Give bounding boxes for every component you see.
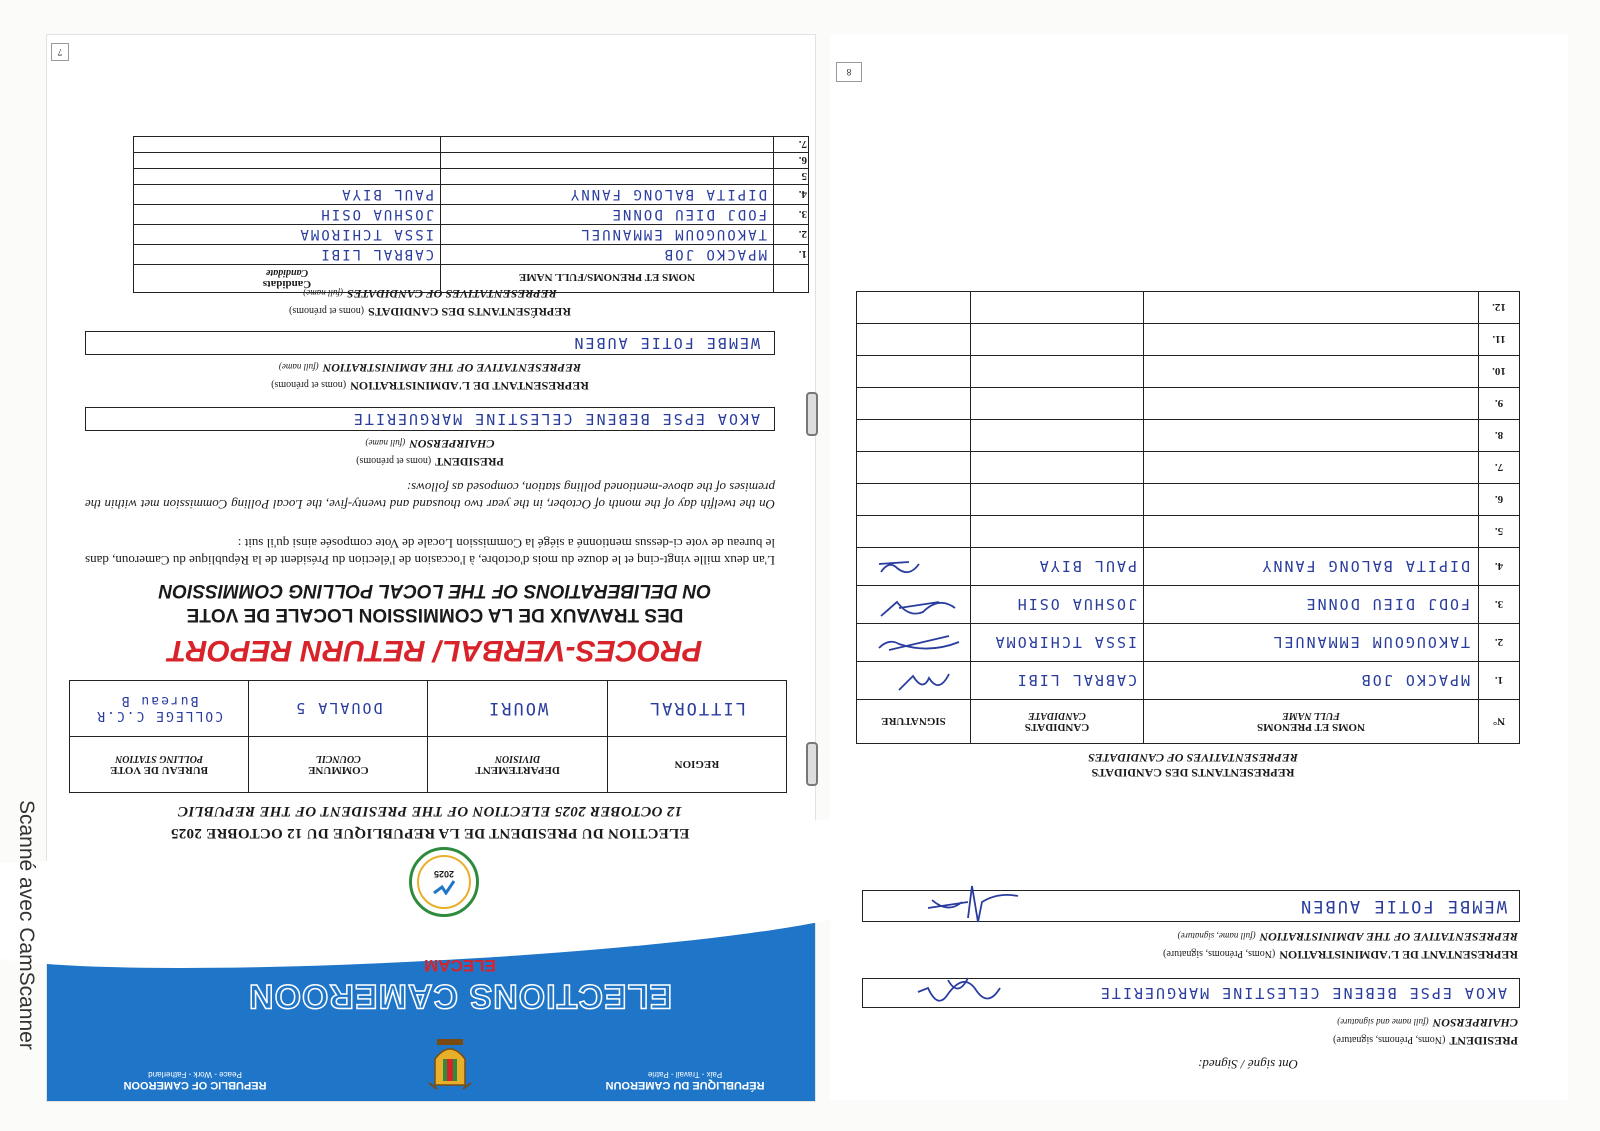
- coat-of-arms-icon: [425, 1031, 475, 1093]
- table-row: [134, 205, 809, 225]
- rep-name: [1144, 484, 1479, 516]
- right-candidate-reps-label: REPRESENTANTS DES CANDIDATS REPRESENTATIVES OF CANDIDATES: [1088, 751, 1298, 780]
- rep-signature: [857, 420, 971, 452]
- col-number-header: [774, 265, 809, 293]
- table-row: [134, 225, 809, 245]
- rep-candidate: PAUL BIYA: [971, 548, 1144, 586]
- rep-name: [441, 169, 774, 185]
- rep-signature: [857, 292, 971, 324]
- seal-year: 2025: [433, 869, 455, 879]
- rep-candidate: [971, 356, 1144, 388]
- row-number: 8.: [1479, 420, 1520, 452]
- report-title: PROCES-VERBAL/ RETURN REPORT: [167, 634, 703, 667]
- rep-name: DIPITA BALONG FANNY: [441, 185, 774, 205]
- election-title-en: 12 OCTOBER 2025 ELECTION OF THE PRESIDENT OF THE REPUBLIC: [177, 803, 683, 819]
- rep-name: [1144, 516, 1479, 548]
- president-field: AKOA EPSE BEBENE CELESTINE MARGUERITE: [85, 407, 775, 431]
- rep-signature: [857, 324, 971, 356]
- admin-rep-field: WEMBE FOTIE AUBEN: [85, 331, 775, 355]
- row-number: 6.: [1479, 484, 1520, 516]
- rep-name: [1144, 292, 1479, 324]
- col-signature-header: SIGNATURE: [857, 700, 971, 744]
- table-row: [857, 420, 1520, 452]
- row-number: 1.: [1479, 662, 1520, 700]
- table-row: [857, 324, 1520, 356]
- row-number: 5: [774, 169, 809, 185]
- table-row: [857, 484, 1520, 516]
- row-number: 12.: [1479, 292, 1520, 324]
- rep-candidate: [971, 516, 1144, 548]
- row-number: 5.: [1479, 516, 1520, 548]
- row-number: 9.: [1479, 388, 1520, 420]
- row-number: 4.: [1479, 548, 1520, 586]
- row-number: 2.: [774, 225, 809, 245]
- table-header-row: [134, 265, 809, 293]
- table-row: [857, 292, 1520, 324]
- row-number: 10.: [1479, 356, 1520, 388]
- rep-signature: [857, 662, 971, 700]
- report-subtitle-en: ON DELIBERATIONS OF THE LOCAL POLLING COMMISSION: [158, 580, 712, 601]
- right-page: [830, 34, 1568, 1100]
- rep-signature: [857, 452, 971, 484]
- rep-signature: [857, 548, 971, 586]
- rep-candidate: ISSA TCHIROMA: [134, 225, 441, 245]
- rep-candidate: [971, 388, 1144, 420]
- row-number: 1.: [774, 245, 809, 265]
- table-row: [857, 516, 1520, 548]
- table-row: [134, 137, 809, 153]
- rep-name: [1144, 388, 1479, 420]
- table-row: [134, 185, 809, 205]
- signed-label: Ont signé / Signed:: [1197, 1057, 1298, 1072]
- elecam-seal-icon: [409, 847, 479, 917]
- rep-signature: [857, 516, 971, 548]
- left-page-marker: 7: [51, 43, 69, 61]
- rep-name: TAKOUGOUM EMMANUEL: [441, 225, 774, 245]
- scanner-watermark: Scanné avec CamScanner: [15, 800, 38, 1050]
- rep-name: MPACKO JOB: [441, 245, 774, 265]
- row-number: 2.: [1479, 624, 1520, 662]
- rep-name: [441, 153, 774, 169]
- col-number-header: N°: [1479, 700, 1520, 744]
- rep-name: FODJ DIEU DONNE: [1144, 586, 1479, 624]
- table-row: [134, 245, 809, 265]
- table-row: [857, 586, 1520, 624]
- table-row: [857, 356, 1520, 388]
- rep-signature: [857, 356, 971, 388]
- rep-candidate: CABRAL LIBI: [134, 245, 441, 265]
- location-table: [69, 680, 787, 793]
- intro-paragraph-fr: L'an deux mille vingt-cinq et le douze du mois d'octobre, à l'occasion de l'élection du Président de la République du Cameroun, dans le bureau de vote ci-dessus mentionné a siégé la Commission Locale de Vote composée ainsi qu'il suit :: [85, 536, 775, 568]
- binding-ring: [806, 392, 818, 436]
- row-number: 4.: [774, 185, 809, 205]
- rep-candidate: JOSHUA OSIH: [971, 586, 1144, 624]
- rep-signature: [857, 388, 971, 420]
- rep-signature: [857, 484, 971, 516]
- polling-station-value: COLLEGE C.C.R Bureau B: [70, 681, 249, 737]
- rep-candidate: CABRAL LIBI: [971, 662, 1144, 700]
- rep-candidate: ISSA TCHIROMA: [971, 624, 1144, 662]
- right-candidate-reps-table: [856, 291, 1520, 744]
- row-number: 3.: [774, 205, 809, 225]
- rep-candidate: [971, 292, 1144, 324]
- left-page: [46, 34, 816, 1102]
- council-header: COMMUNE COUNCIL: [249, 737, 428, 793]
- brand-short: ELECAM: [424, 956, 496, 975]
- table-row: [857, 624, 1520, 662]
- table-row: [857, 388, 1520, 420]
- col-name-header: NOMS ET PRENOMS/FULL NAME: [441, 265, 774, 293]
- rep-candidate: [134, 137, 441, 153]
- region-value: LITTORAL: [607, 681, 786, 737]
- right-admin-rep-label: REPRESENTANT DE L'ADMINISTRATION (Noms, Prénoms, signature) REPRESENTATIVE OF THE ADMINISTRATION (full name, signature): [1163, 930, 1518, 962]
- rep-name: [1144, 356, 1479, 388]
- rep-name: FODJ DIEU DONNE: [441, 205, 774, 225]
- rep-name: [1144, 452, 1479, 484]
- row-number: 11.: [1479, 324, 1520, 356]
- row-number: 7.: [774, 137, 809, 153]
- col-candidate-header: Candidats Candidate: [134, 265, 441, 293]
- right-page-content: [830, 34, 1568, 1100]
- admin-rep-signature: [918, 871, 1028, 932]
- location-header-row: [70, 737, 787, 793]
- rep-name: TAKOUGOUM EMMANUEL: [1144, 624, 1479, 662]
- right-admin-rep-field: WEMBE FOTIE AUBEN: [862, 890, 1520, 922]
- table-header-row: [857, 700, 1520, 744]
- republic-en: REPUBLIC OF CAMEROON Peace - Work - Fatherland: [123, 1070, 267, 1091]
- council-value: DOUALA 5: [249, 681, 428, 737]
- rep-signature: [857, 586, 971, 624]
- binding-ring: [806, 742, 818, 786]
- rep-candidate: PAUL BIYA: [134, 185, 441, 205]
- rep-name: MPACKO JOB: [1144, 662, 1479, 700]
- rep-name: [1144, 420, 1479, 452]
- table-row: [857, 452, 1520, 484]
- division-header: DEPARTEMENT DIVISION: [428, 737, 607, 793]
- republic-fr: RÉPUBLIQUE DU CAMEROUN Paix - Travail - Patrie: [605, 1070, 765, 1091]
- col-candidate-header: CANDIDATS CANDIDATE: [971, 700, 1144, 744]
- row-number: 3.: [1479, 586, 1520, 624]
- admin-rep-label: REPRESENTANT DE L'ADMINISTRATION (noms et prénoms) REPRESENTATIVE OF THE ADMINISTRATION (full name): [271, 361, 589, 393]
- rep-candidate: [971, 420, 1144, 452]
- table-row: [857, 662, 1520, 700]
- table-row: [134, 169, 809, 185]
- candidate-reps-label: REPRÉSENTANTS DES CANDIDATS (noms et prénoms) REPRESENTATIVES OF CANDIDATES (full name): [289, 287, 571, 319]
- rep-candidate: [971, 452, 1144, 484]
- table-row: [857, 548, 1520, 586]
- right-page-marker: 8: [836, 62, 862, 82]
- region-header: REGION: [607, 737, 786, 793]
- right-president-field: AKOA EPSE BEBENE CELESTINE MARGUERITE: [862, 978, 1520, 1008]
- rep-candidate: [971, 484, 1144, 516]
- table-row: [134, 153, 809, 169]
- intro-paragraph-en: On the twelfth day of the month of October, in the year two thousand and twenty-five, the Local Polling Commission met within the premises of the above-mentioned polling station, composed as follows:: [85, 480, 775, 512]
- rep-name: DIPITA BALONG FANNY: [1144, 548, 1479, 586]
- rep-candidate: [134, 153, 441, 169]
- election-title-fr: ELECTION DU PRESIDENT DE LA REPUBLIQUE DU 12 OCTOBRE 2025: [170, 825, 690, 841]
- rep-name: [441, 137, 774, 153]
- row-number: 7.: [1479, 452, 1520, 484]
- row-number: 6.: [774, 153, 809, 169]
- president-label: PRESIDENT (noms et prénoms) CHAIRPERSON (full name): [356, 437, 504, 469]
- rep-candidate: [971, 324, 1144, 356]
- president-signature: [908, 965, 1008, 1018]
- brand-name: ELECTIONS CAMEROON: [247, 977, 673, 1015]
- division-value: WOURI: [428, 681, 607, 737]
- left-page-content: [47, 35, 815, 1101]
- report-subtitle-fr: DES TRAVAUX DE LA COMMISSION LOCALE DE VOTE: [186, 604, 684, 625]
- right-president-label: PRESIDENT (Noms, Prénoms, signature) CHAIRPERSON (full name and signature): [1333, 1016, 1518, 1048]
- rep-signature: [857, 624, 971, 662]
- rep-name: [1144, 324, 1479, 356]
- polling-station-header: BUREAU DE VOTE POLLING STATION: [70, 737, 249, 793]
- rep-candidate: [134, 169, 441, 185]
- left-candidate-reps-table: [133, 136, 809, 293]
- rep-candidate: JOSHUA OSIH: [134, 205, 441, 225]
- col-name-header: NOMS ET PRENOMS FULL NAME: [1144, 700, 1479, 744]
- location-value-row: [70, 681, 787, 737]
